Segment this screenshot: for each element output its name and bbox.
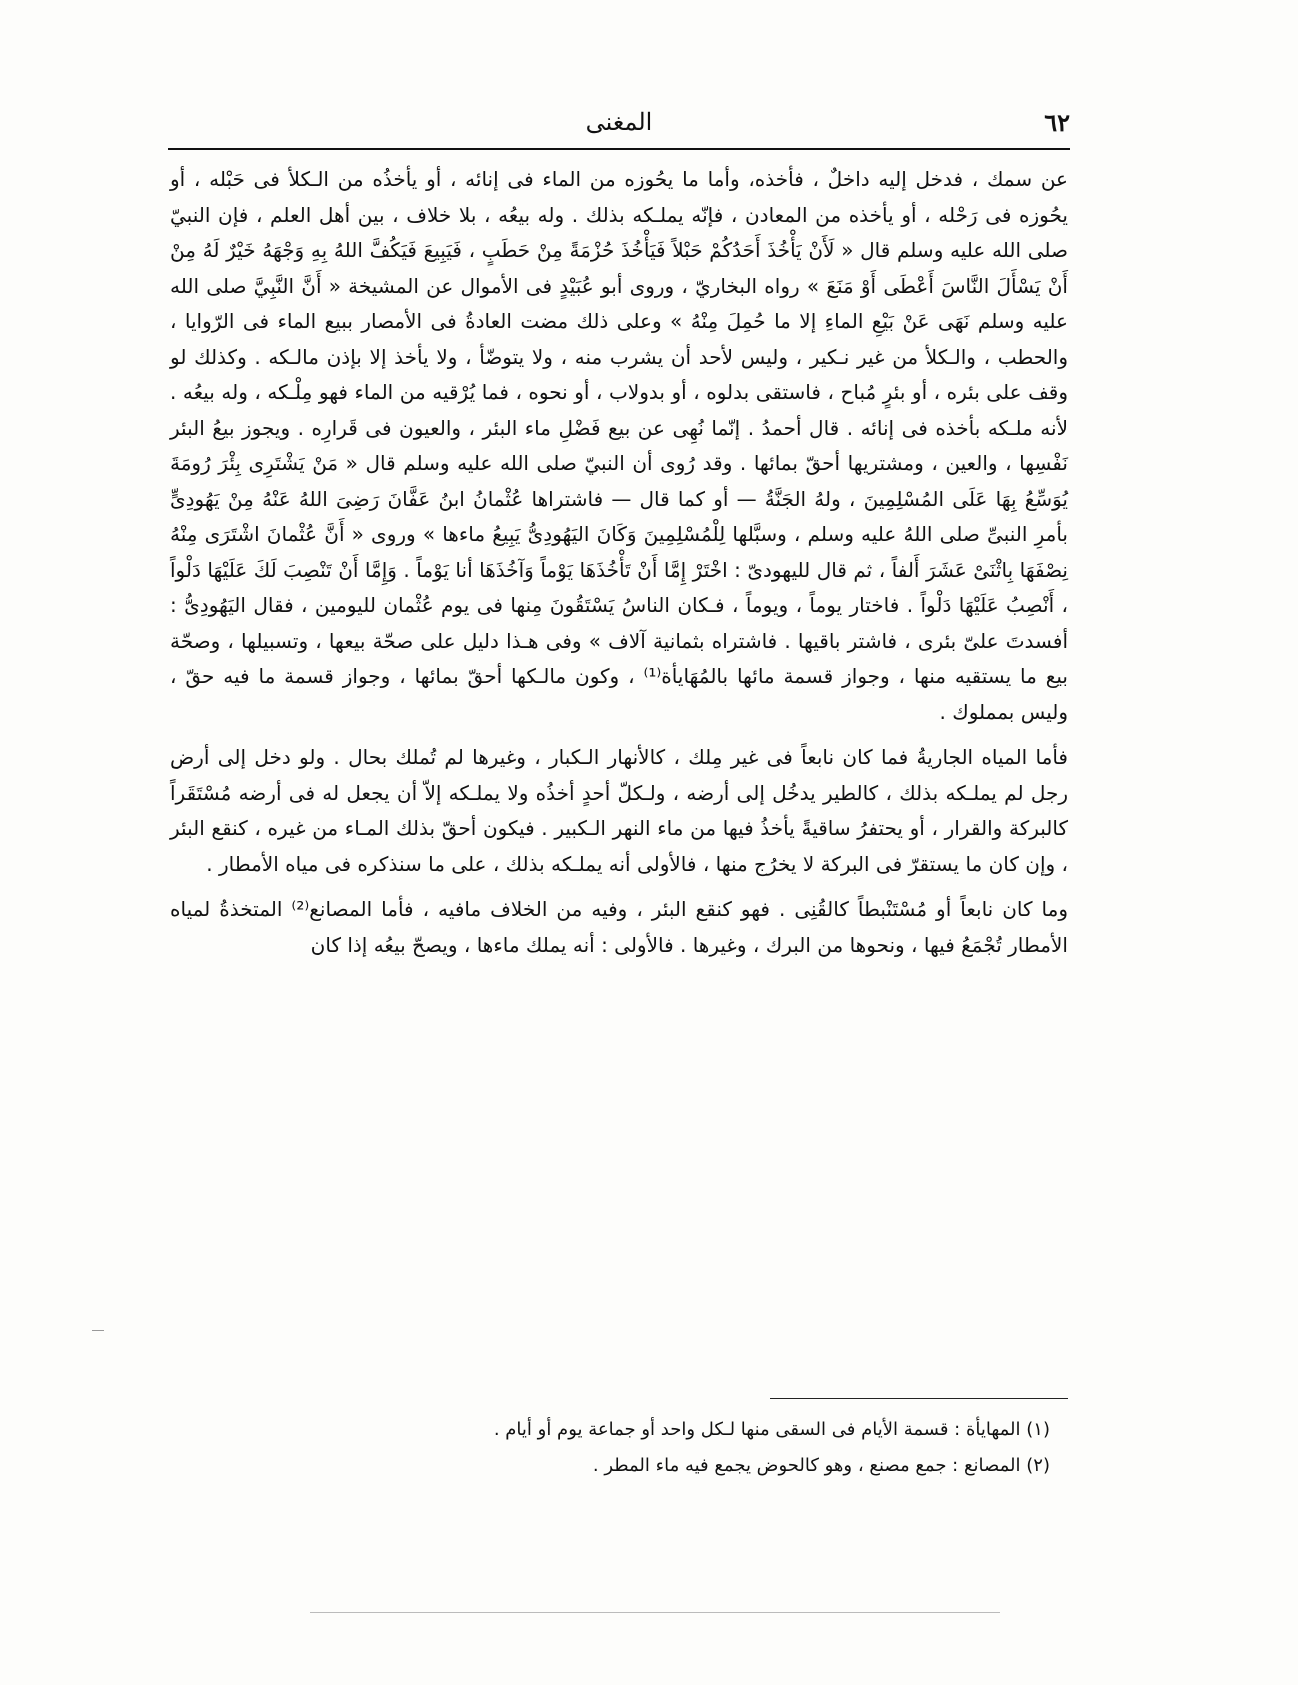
paragraph-2: فأما المياه الجاريةُ فما كان نابعاً فى غير مِلك ، كالأنهار الـكبار ، وغيرها لم تُملك بحال . ولو دخل إلى أرض رجل لم يملـكه بذلك ، كالطير يدخُل إلى أرضه ، ولـكلّ أحدٍ أخذُه ولا يملـكه إلاّ أن يجعل له فى أرضه مُسْتَقَراً كالبركة والقرار ، أو يحتفرُ ساقيةً يأخذُ فيها من ماء النهر الـكبير . فيكون أحقّ بذلك المـاء من غيره ، كنقع البئر ، وإن كان ما يستقرّ فى البركة لا يخرُج منها ، فالأولى أنه يملـكه بذلك ، على ما سنذكره فى مياه الأمطار .: [170, 745, 1068, 876]
bottom-scan-line: [310, 1612, 1000, 1613]
header-rule: [168, 148, 1070, 150]
footnote-1: (١) المهايأة : قسمة الأيام فى السقى منها لـكل واحد أو جماعة يوم أو أيام .: [493, 1419, 1050, 1440]
main-text: [170, 162, 1068, 973]
running-title: المغنى: [585, 108, 653, 136]
page-number: ٦٢: [1044, 108, 1070, 137]
paragraph-3: وما كان نابعاً أو مُسْتَنْبطاً كالقُنِى . فهو كنقع البئر ، وفيه من الخلاف مافيه ، فأما المصانع⁽²⁾ المتخذةُ لمياه الأمطار تُجْمَعُ فيها ، ونحوها من البرك ، وغيرها . فالأولى : أنه يملك ماءها ، ويصحّ بيعُه إذا كان: [170, 897, 1069, 957]
footnote-rule: [770, 1398, 1068, 1399]
page-header: [168, 104, 1070, 144]
footnotes: [330, 1412, 1050, 1484]
margin-mark: [92, 1330, 104, 1331]
footnote-2: (٢) المصانع : جمع مصنع ، وهو كالحوض يجمع فيه ماء المطر .: [592, 1455, 1050, 1476]
paragraph-1: عن سمك ، فدخل إليه داخلٌ ، فأخذه، وأما ما يحُوزه من الماء فى إنائه ، أو يأخذُه من الـكلأ فى حَبْله ، أو يحُوزه فى رَحْله ، أو يأخذه من المعادن ، فإنّه يملـكه بذلك . وله بيعُه ، بلا خلاف ، بين أهل العلم ، فإن النبيّ صلى الله عليه وسلم قال « لَأَنْ يَأْخُذَ أَحَدُكُمْ حَبْلاً فَيَأْخُذَ حُزْمَةً مِنْ حَطَبٍ ، فَيَبِيعَ فَيَكُفَّ اللهُ بِهِ وَجْهَهُ خَيْرٌ لَهُ مِنْ أَنْ يَسْأَلَ النَّاسَ أَعْطَى أَوْ مَنَعَ » رواه البخاريّ ، وروى أبو عُبَيْدٍ فى الأموال عن المشيخة « أَنَّ النَّبِيَّ صلى الله عليه وسلم نَهَى عَنْ بَيْعِ الماءِ إلا ما حُمِلَ مِنْهُ » وعلى ذلك مضت العادةُ فى الأمصار ببيع الماء فى الرّوايا ، والحطب ، والـكلأ من غير نـكير ، وليس لأحد أن يشرب منه ، ولا يتوضّأ ، ولا يأخذ إلا بإذن مالـكه . وكذلك لو وقف على بئره ، أو بئرٍ مُباح ، فاستقى بدلوه ، أو بدولاب ، أو نحوه ، فما يُرْقيه من الماء فهو مِلْـكه ، وله بيعُه . لأنه ملـكه بأخذه فى إنائه . قال أحمدُ . إنّما نُهِى عن بيع فَضْلِ ماء البئر ، والعيون فى قَرارِه . ويجوز بيعُ البئر نَفْسِها ، والعين ، ومشتريها أحقّ بمائها . وقد رُوى أن النبيّ صلى الله عليه وسلم قال « مَنْ يَشْتَرِى بِئْرَ رُومَةَ يُوَسِّعُ بِهَا عَلَى المُسْلِمِينَ ، ولهُ الجَنَّةُ — أو كما قال — فاشتراها عُثْمانُ ابنُ عَفَّانَ رَضِىَ اللهُ عَنْهُ مِنْ يَهُودِىٍّ بأمرِ النبىِّ صلى اللهُ عليه وسلم ، وسبَّلها لِلْمُسْلِمِينَ وَكَانَ اليَهُودِىُّ يَبِيعُ ماءها » وروى « أَنَّ عُثْمانَ اشْتَرَى مِنْهُ نِصْفَهَا بِاثْنَىْ عَشَرَ أَلفاً ، ثم قال لليهودىّ : اخْتَرْ إِمَّا أَنْ تَأْخُذَهَا يَوْماً وَآخُذَهَا أنا يَوْماً . وَإِمَّا أَنْ تَنْصِبَ لَكَ عَلَيْهَا دَلْواً ، أَنْصِبُ عَلَيْهَا دَلْواً . فاختار يوماً ، ويوماً ، فـكان الناسُ يَسْتَقُونَ مِنها فى يوم عُثْمان لليومين ، فقال اليَهُودِىُّ : أفسدتَ علىّ بئرى ، فاشتر باقيها . فاشتراه بثمانية آلاف » وفى هـذا دليل على صحّة بيعها ، وتسبيلها ، وصحّة بيع ما يستقيه منها ، وجواز قسمة مائها بالمُهَايأة⁽¹⁾ ، وكون مالـكها أحقّ بمائها ، وجواز قسمة ما فيه حقّ ، وليس بمملوك .: [170, 167, 1068, 724]
